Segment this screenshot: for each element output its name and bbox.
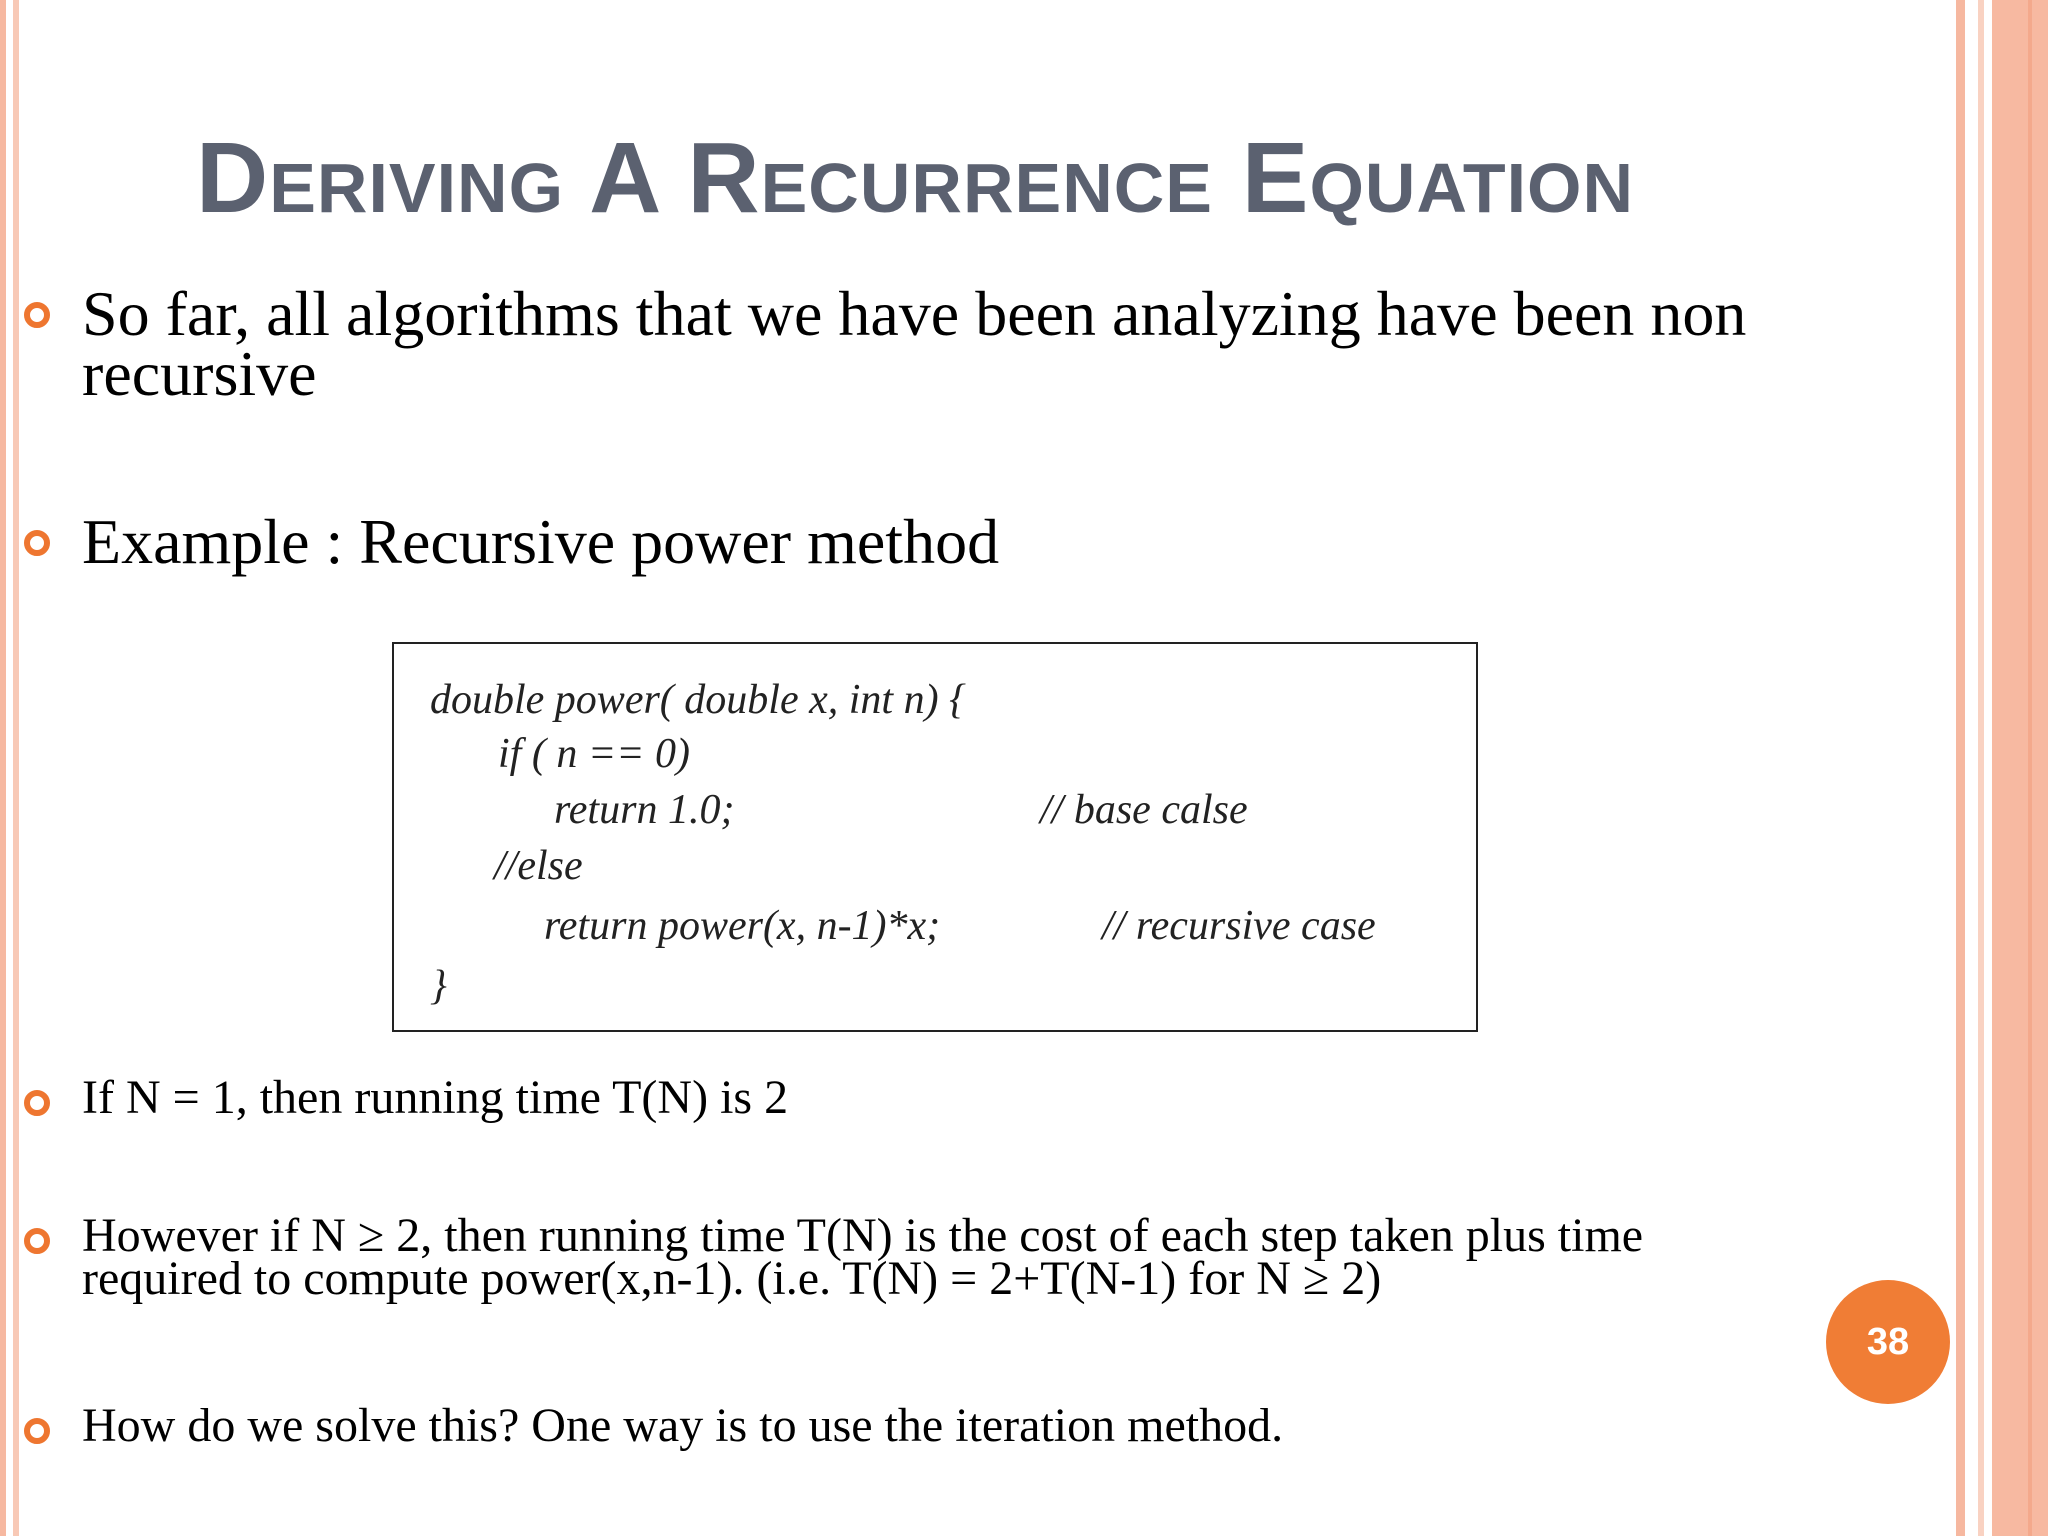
bullet-text-line1: If N = 1, then running time T(N) is 2 bbox=[82, 1071, 789, 1124]
frame-stripe-right bbox=[1956, 0, 1965, 1536]
code-comment: // base calse bbox=[1040, 787, 1248, 833]
frame-band-right bbox=[1992, 0, 2048, 1536]
bullet-text-line2: recursive bbox=[82, 338, 317, 409]
code-line: return 1.0; bbox=[554, 787, 735, 833]
frame-stripe-left-inner bbox=[13, 0, 19, 1536]
bullet-circle-icon bbox=[24, 1228, 50, 1254]
bullet-text-line1: Example : Recursive power method bbox=[82, 506, 1000, 577]
bullet-text-line1: However if N ≥ 2, then running time T(N) is the cost of each step taken plus time bbox=[82, 1209, 1644, 1262]
code-line: } bbox=[430, 963, 447, 1009]
code-comment: // recursive case bbox=[1102, 903, 1376, 949]
frame-band-right-line bbox=[2028, 0, 2032, 1536]
bullet-item bbox=[82, 1209, 1872, 1306]
slide-title: Deriving A Recurrence Equation bbox=[196, 122, 1635, 234]
bullet-item bbox=[82, 278, 1872, 409]
code-block bbox=[392, 642, 1478, 1032]
bullet-circle-icon bbox=[24, 1090, 50, 1116]
bullet-circle-icon bbox=[24, 530, 50, 556]
bullet-circle-icon bbox=[24, 302, 50, 328]
code-line: if ( n == 0) bbox=[498, 731, 690, 777]
bullet-text-line2: required to compute power(x,n-1). (i.e. T(N) = 2+T(N-1) for N ≥ 2) bbox=[82, 1252, 1382, 1306]
code-line: double power( double x, int n) { bbox=[430, 677, 966, 723]
bullet-item bbox=[82, 1399, 1872, 1452]
bullet-item bbox=[82, 1071, 1872, 1124]
frame-stripe-left bbox=[0, 0, 6, 1536]
frame-stripe-right-inner bbox=[1978, 0, 1984, 1536]
code-line: //else bbox=[494, 843, 583, 889]
bullet-text-line1: So far, all algorithms that we have been analyzing have been non bbox=[82, 278, 1747, 349]
bullet-circle-icon bbox=[24, 1418, 50, 1444]
code-line: return power(x, n-1)*x; bbox=[544, 903, 941, 949]
bullet-item bbox=[82, 506, 1872, 577]
bullet-text-line1: How do we solve this? One way is to use the iteration method. bbox=[82, 1399, 1284, 1452]
slide-number-badge: 38 bbox=[1826, 1280, 1950, 1404]
